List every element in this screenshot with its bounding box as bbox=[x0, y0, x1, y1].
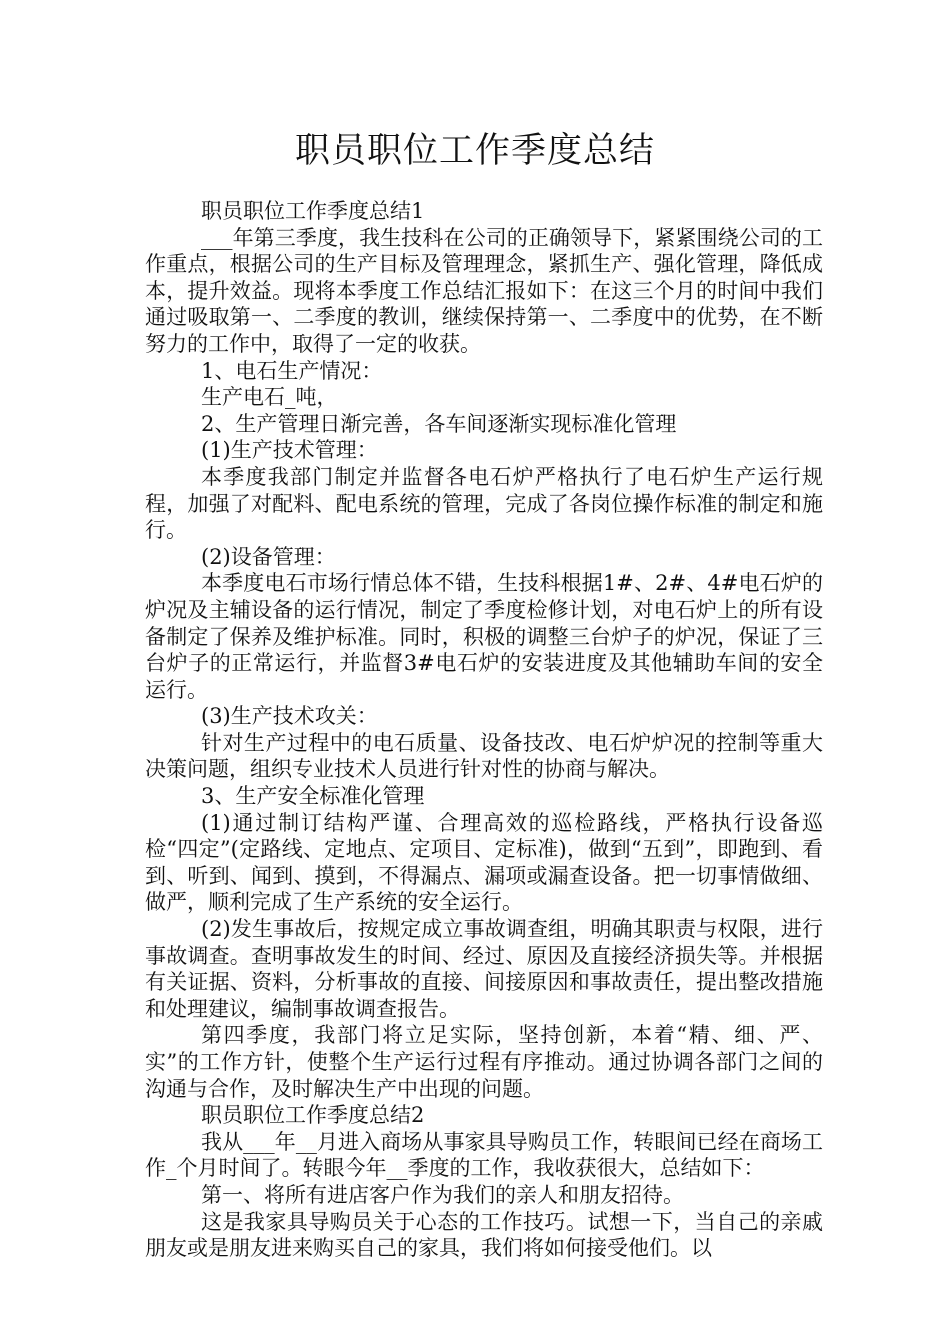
section-2-point-1: 第一、将所有进店客户作为我们的亲人和朋友招待。 bbox=[201, 1182, 684, 1207]
document-body bbox=[145, 198, 823, 1262]
safety-paragraph-2: (2)发生事故后，按规定成立事故调查组，明确其职责与权限，进行事故调查。查明事故发生的时间、经过、原因及直接经济损失等。并根据有关证据、资料，分析事故的直接、间接原因和事故责任，提出整改措施和处理建议，编制事故调查报告。 bbox=[145, 917, 823, 1021]
tech-research-paragraph: 针对生产过程中的电石质量、设备技改、电石炉炉况的控制等重大决策问题，组织专业技术人员进行针对性的协商与解决。 bbox=[145, 730, 823, 782]
item-heading-3: 3、生产安全标准化管理 bbox=[201, 784, 425, 809]
tech-management-paragraph: 本季度我部门制定并监督各电石炉严格执行了电石炉生产运行规程，加强了对配料、配电系统的管理，完成了各岗位操作标准的制定和施行。 bbox=[145, 464, 823, 543]
section-2-intro: 我从___年__月进入商场从事家具导购员工作，转眼间已经在商场工作_个月时间了。转眼今年__季度的工作，我收获很大，总结如下： bbox=[145, 1129, 823, 1181]
section-heading-2: 职员职位工作季度总结2 bbox=[201, 1103, 425, 1128]
fourth-quarter-plan: 第四季度，我部门将立足实际，坚持创新，本着“精、细、严、实”的工作方针，使整个生产运行过程有序推动。通过协调各部门之间的沟通与合作，及时解决生产中出现的问题。 bbox=[145, 1023, 823, 1101]
subheading-tech-management: (1)生产技术管理： bbox=[201, 438, 378, 463]
equipment-management-paragraph: 本季度电石市场行情总体不错，生技科根据1#、2#、4#电石炉的炉况及主辅设备的运行情况，制定了季度检修计划，对电石炉上的所有设备制定了保养及维护标准。同时，积极的调整三台炉子的炉况，保证了三台炉子的正常运行，并监督3#电石炉的安装进度及其他辅助车间的安全运行。 bbox=[145, 571, 823, 702]
subheading-equipment-management: (2)设备管理： bbox=[201, 544, 336, 569]
safety-paragraph-1: (1)通过制订结构严谨、合理高效的巡检路线，严格执行设备巡检“四定”(定路线、定地点、定项目、定标准)，做到“五到”，即跑到、看到、听到、闻到、摸到，不得漏点、漏项或漏查设备。把一切事情做细、做严，顺利完成了生产系统的安全运行。 bbox=[145, 810, 823, 915]
subheading-tech-research: (3)生产技术攻关： bbox=[201, 704, 378, 729]
section-2-point-1-body: 这是我家具导购员关于心态的工作技巧。试想一下，当自己的亲戚朋友或是朋友进来购买自己的家具，我们将如何接受他们。以 bbox=[145, 1209, 823, 1261]
item-heading-1: 1、电石生产情况： bbox=[201, 358, 383, 383]
intro-paragraph: ___年第三季度，我生技科在公司的正确领导下，紧紧围绕公司的工作重点，根据公司的生产目标及管理理念，紧抓生产、强化管理，降低成本，提升效益。现将本季度工作总结汇报如下：在这三个月的时间中我们通过吸取第一、二季度的教训，继续保持第一、二季度中的优势，在不断努力的工作中，取得了一定的收获。 bbox=[145, 225, 823, 356]
production-output: 生产电石_吨， bbox=[201, 385, 338, 410]
section-heading-1: 职员职位工作季度总结1 bbox=[201, 199, 425, 223]
item-heading-2: 2、生产管理日渐完善，各车间逐渐实现标准化管理 bbox=[201, 411, 677, 436]
document-title: 职员职位工作季度总结 bbox=[294, 131, 655, 171]
